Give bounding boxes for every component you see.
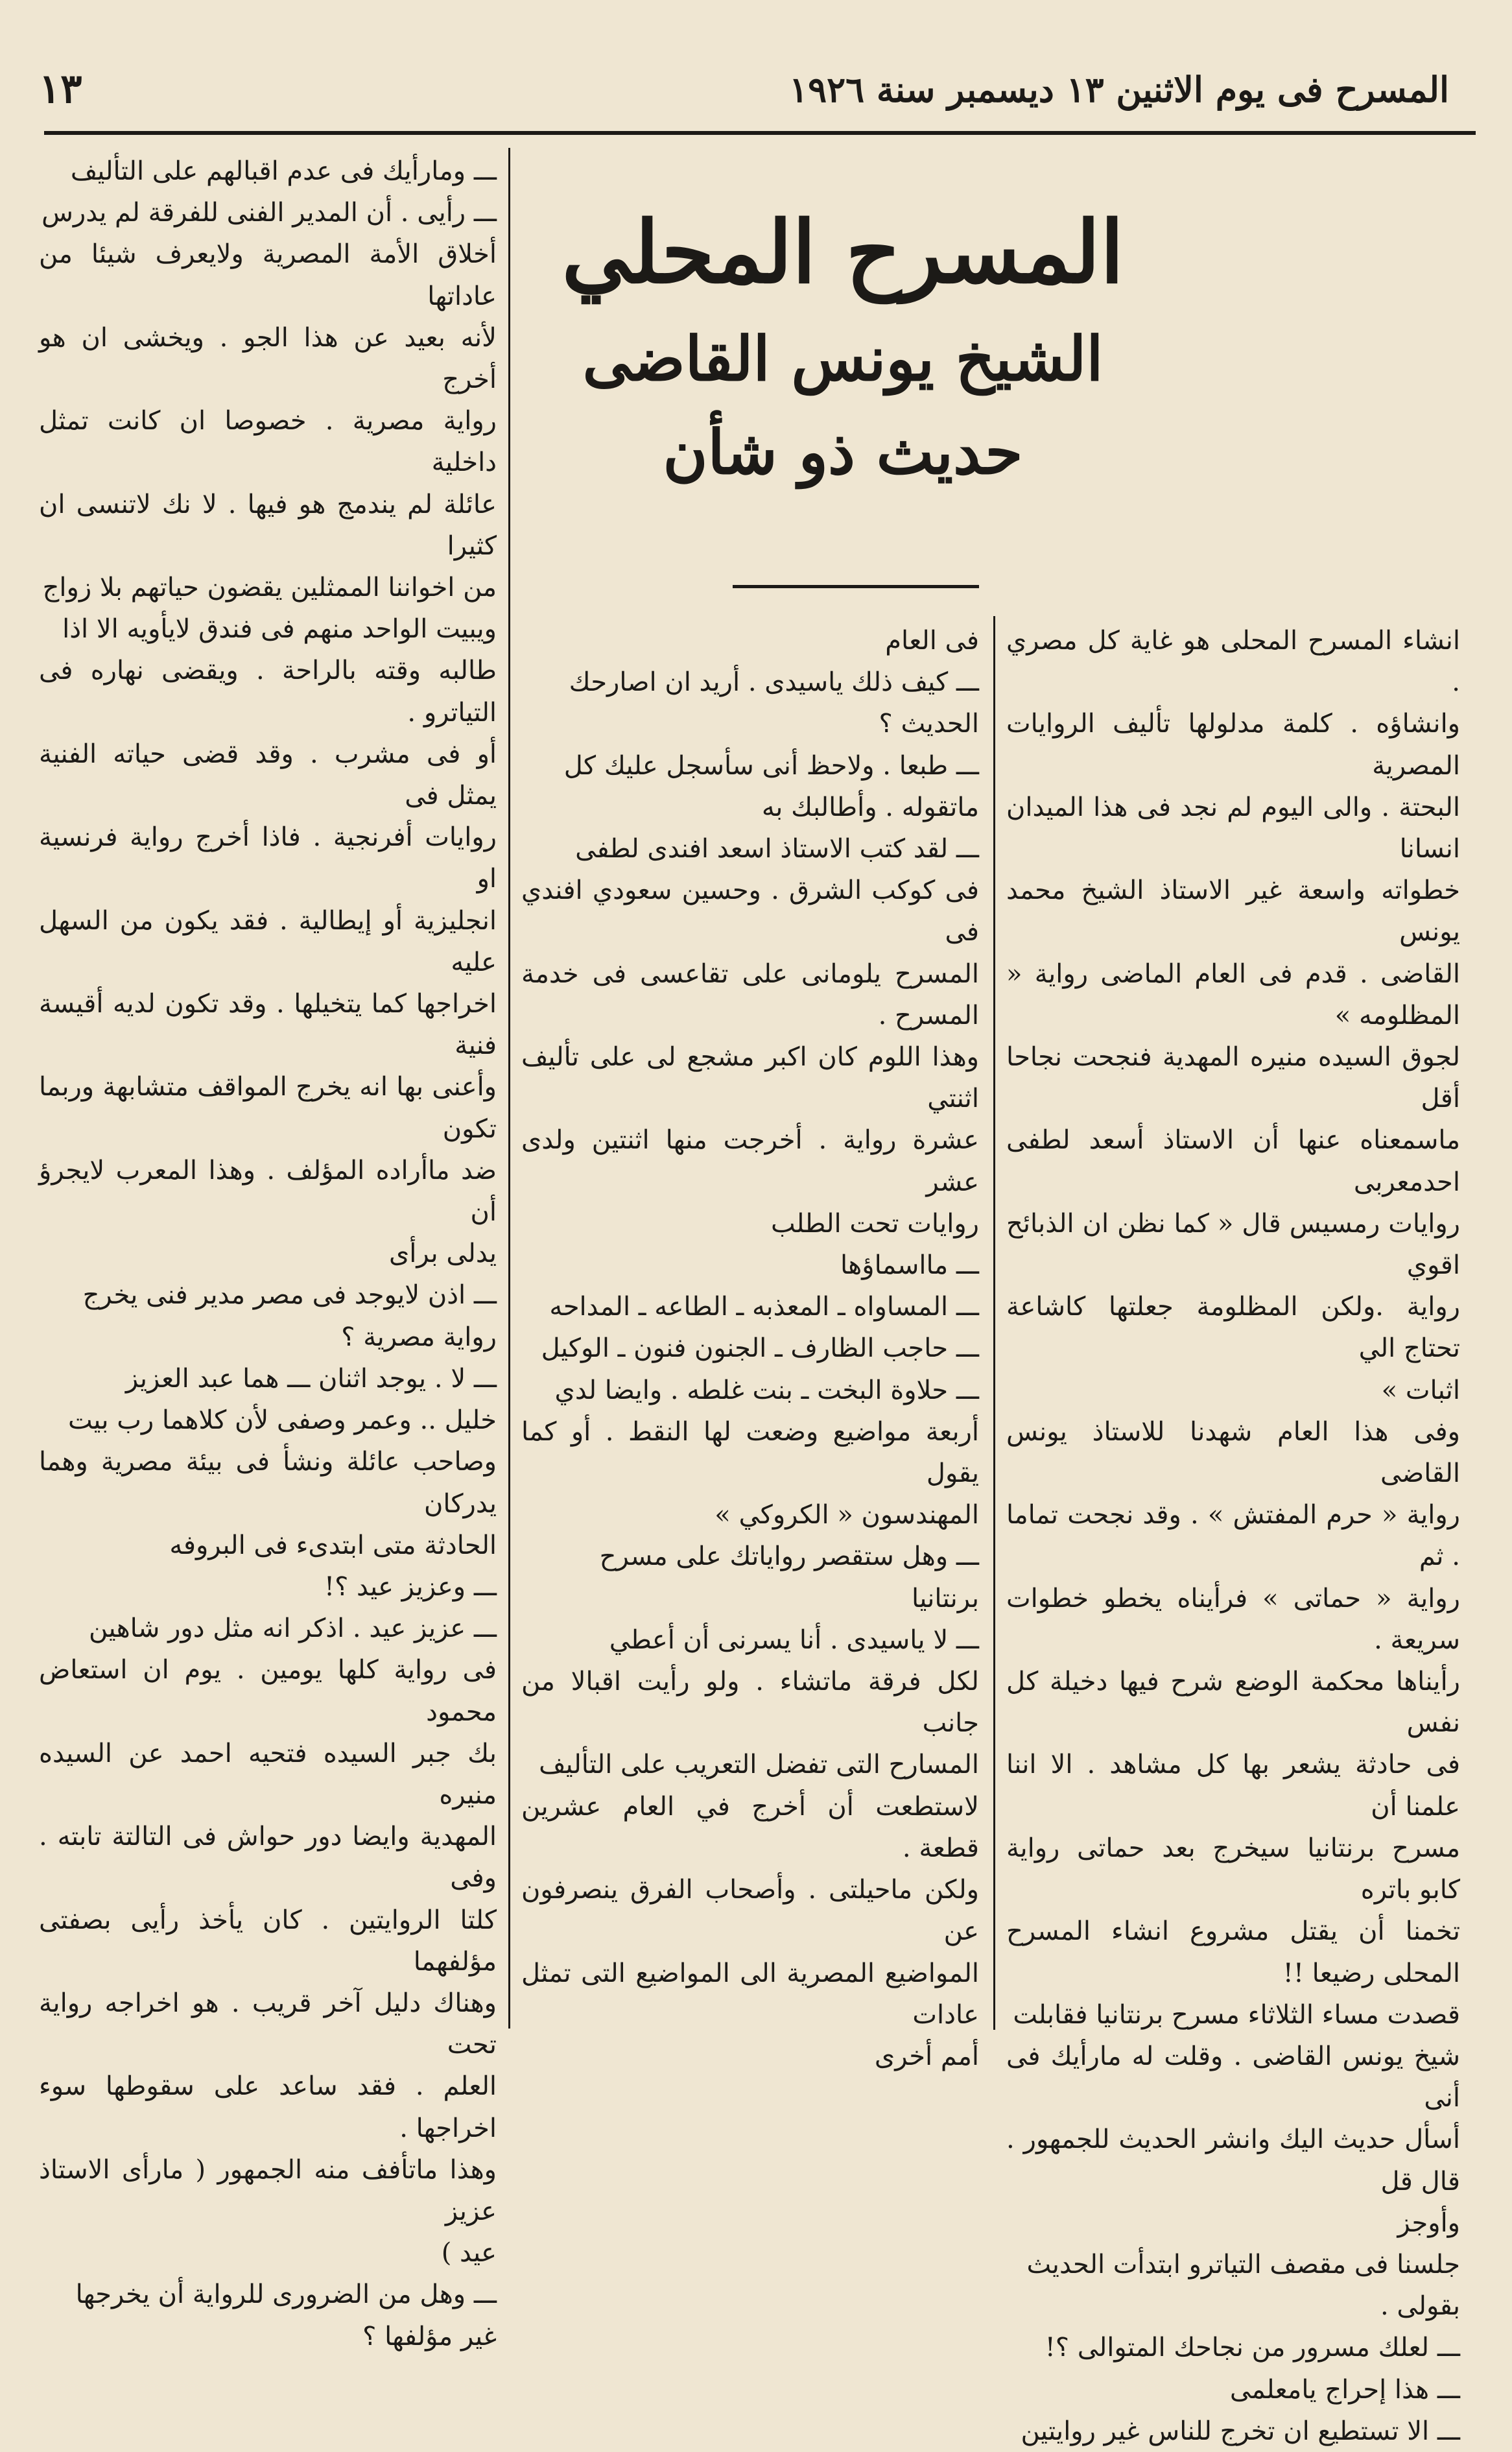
running-head <box>39 65 1475 130</box>
text-line: البحتة . والى اليوم لم نجد فى هذا الميدان انسانا <box>1006 792 1460 864</box>
text-line: ـــ اذن لايوجد فى مصر مدير فنى يخرج <box>82 1280 497 1311</box>
text-line: ـــ حلاوة البخت ـ بنت غلطه . وايضا لدي <box>554 1375 979 1405</box>
text-line: العلم . فقد ساعد على سقوطها سوء اخراجها . <box>39 2071 497 2143</box>
text-line: خطواته واسعة غير الاستاذ الشيخ محمد يونس <box>1006 875 1460 947</box>
text-line: ـــ حاجب الظارف ـ الجنون فنون ـ الوكيل <box>541 1333 979 1364</box>
text-line: ـــ الا تستطيع ان تخرج للناس غير روايتين <box>1021 2416 1460 2446</box>
text-line: يدلى برأى <box>389 1239 497 1269</box>
text-line: وأعنى بها انه يخرج المواقف متشابهة وربما تكون <box>39 1072 497 1144</box>
masthead-title: المسرح المحلي <box>561 202 1124 303</box>
column-continued <box>39 150 497 2357</box>
text-line: أو فى مشرب . وقد قضى حياته الفنية يمثل فى <box>39 739 497 811</box>
text-line: ـــ رأيى . أن المدير الفنى للفرقة لم يدرس <box>41 198 497 228</box>
text-line: ـــ لعلك مسرور من نجاحك المتوالى ؟! <box>1045 2333 1460 2363</box>
column-divider-right <box>993 616 995 2030</box>
column-divider-left <box>508 148 510 2029</box>
text-line: انجليزية أو إيطالية . فقد يكون من السهل عليه <box>39 905 497 977</box>
column-intro <box>1006 620 1460 2452</box>
text-line: غير مؤلفها ؟ <box>362 2321 497 2351</box>
text-line: رواية « حماتى » فرأيناه يخطو خطوات سريعة . <box>1006 1583 1460 1655</box>
text-line: رأيناها محكمة الوضع شرح فيها دخيلة كل نفس <box>1006 1667 1460 1739</box>
text-line: اثبات » <box>1381 1375 1460 1405</box>
text-line: أخلاق الأمة المصرية ولايعرف شيئا من عاداتها <box>39 239 497 311</box>
text-line: عشرة رواية . أخرجت منها اثنتين ولدى عشر <box>521 1125 979 1197</box>
text-line: عيد ) <box>441 2238 497 2268</box>
text-line: لكل فرقة ماتشاء . ولو رأيت اقبالا من جانب <box>521 1667 979 1739</box>
page-number: ١٣ <box>39 65 82 112</box>
text-line: وهذا اللوم كان اكبر مشجع لى على تأليف اثنتي <box>521 1042 979 1114</box>
text-line: ـــ عزيز عيد . اذكر انه مثل دور شاهين <box>89 1613 497 1644</box>
article-heading <box>519 195 1167 498</box>
text-line: المواضيع المصرية الى المواضيع التى تمثل عادات <box>521 1958 979 2030</box>
text-line: ـــ ومارأيك فى عدم اقبالهم على التأليف <box>70 156 497 186</box>
text-line: ـــ كيف ذلك ياسيدى . أريد ان اصارحك <box>569 667 979 698</box>
text-line: وانشاؤه . كلمة مدلولها تأليف الروايات المصرية <box>1006 709 1460 781</box>
text-line: ـــ المساواه ـ المعذبه ـ الطاعه ـ المداحه <box>549 1292 979 1322</box>
top-rule <box>44 131 1476 135</box>
text-line: عائلة لم يندمج هو فيها . لا نك لاتنسى ان كثيرا <box>39 489 497 561</box>
text-line: رواية « حرم المفتش » . وقد نجحت تماما . ثم <box>1006 1500 1460 1572</box>
text-line: ـــ وعزيز عيد ؟! <box>324 1571 497 1602</box>
running-title: المسرح فى يوم الاثنين ١٣ ديسمبر سنة ١٩٢٦ <box>789 69 1449 110</box>
text-line: فى العام <box>885 626 979 656</box>
text-line: خليل .. وعمر وصفى لأن كلاهما رب بيت <box>68 1405 497 1436</box>
text-line: لاستطعت أن أخرج في العام عشرين قطعة . <box>521 1791 979 1863</box>
text-line: المهندسون « الكروكي » <box>715 1500 979 1530</box>
headline: الشيخ يونس القاضى <box>582 324 1104 395</box>
text-line: ـــ مااسماؤها <box>840 1250 979 1281</box>
text-line: قصدت مساء الثلاثاء مسرح برنتانيا فقابلت <box>1013 1999 1460 2030</box>
text-line: رواية مصرية . خصوصا ان كانت تمثل داخلية <box>39 406 497 478</box>
text-line: اخراجها كما يتخيلها . وقد تكون لديه أقيسة فنية <box>39 989 497 1061</box>
text-line: وهذا ماتأفف منه الجمهور ( مارأى الاستاذ عزيز <box>39 2154 497 2226</box>
text-line: ماتقوله . وأطالبك به <box>761 792 979 822</box>
text-line: المهدية وايضا دور حواش فى التالتة تابته . وفى <box>39 1822 497 1894</box>
text-line: من اخواننا الممثلين يقضون حياتهم بلا زواج <box>42 573 497 603</box>
text-line: كلتا الروايتين . كان يأخذ رأيى بصفتى مؤلفهما <box>39 1905 497 1977</box>
text-line: ماسمعناه عنها أن الاستاذ أسعد لطفى احدمعربى <box>1006 1125 1460 1197</box>
text-line: بك جبر السيده فتحيه احمد عن السيده منيره <box>39 1738 497 1810</box>
text-line: الحادثة متى ابتدىء فى البروفه <box>169 1530 497 1560</box>
text-line: روايات رمسيس قال « كما نظن ان الذبائح اقوي <box>1006 1208 1460 1281</box>
text-line: برنتانيا <box>912 1583 979 1613</box>
text-line: وفى هذا العام شهدنا للاستاذ يونس القاضى <box>1006 1416 1460 1489</box>
text-line: ـــ لا . يوجد اثنان ـــ هما عبد العزيز <box>125 1363 497 1394</box>
text-line: رواية .ولكن المظلومة جعلتها كاشاعة تحتاج الي <box>1006 1292 1460 1364</box>
text-line: جلسنا فى مقصف التياترو ابتدأت الحديث <box>1026 2249 1460 2279</box>
title-rule <box>733 585 979 588</box>
text-line: أسأل حديث اليك وانشر الحديث للجمهور . قال قل <box>1006 2125 1460 2196</box>
column-interview <box>521 620 979 2077</box>
text-line: فى كوكب الشرق . وحسين سعودي افندي فى <box>521 875 979 947</box>
text-line: روايات أفرنجية . فاذا أخرج رواية فرنسية او <box>39 822 497 894</box>
text-line: رواية مصرية ؟ <box>341 1322 497 1352</box>
text-line: ـــ لقد كتب الاستاذ اسعد افندى لطفى <box>575 834 979 864</box>
text-line: شيخ يونس القاضى . وقلت له مارأيك فى أنى <box>1006 2041 1460 2113</box>
text-line: ويبيت الواحد منهم فى فندق لايأويه الا اذا <box>62 614 497 645</box>
text-line: وهناك دليل آخر قريب . هو اخراجه رواية تحت <box>39 1988 497 2060</box>
text-line: مسرح برنتانيا سيخرج بعد حماتى رواية كابو باتره <box>1006 1833 1460 1905</box>
text-line: بقولى . <box>1380 2291 1460 2322</box>
subheadline: حديث ذو شأن <box>663 417 1023 488</box>
text-line: فى حادثة يشعر بها كل مشاهد . الا اننا علمنا أن <box>1006 1750 1460 1822</box>
text-line: الحديث ؟ <box>879 709 979 739</box>
text-line: روايات تحت الطلب <box>770 1208 979 1239</box>
text-line: ـــ لا ياسيدى . أنا يسرنى أن أعطي <box>609 1625 979 1655</box>
text-line: القاضى . قدم فى العام الماضى رواية « المظلومه » <box>1006 958 1460 1030</box>
text-line: ولكن ماحيلتى . وأصحاب الفرق ينصرفون عن <box>521 1875 979 1947</box>
text-line: ـــ طبعا . ولاحظ أنى سأسجل عليك كل <box>563 750 979 781</box>
text-line: وصاحب عائلة ونشأ فى بيئة مصرية وهما يدركان <box>39 1447 497 1519</box>
text-line: ـــ هذا إحراج يامعلمى <box>1229 2374 1460 2405</box>
text-line: أربعة مواضيع وضعت لها النقط . أو كما يقول <box>521 1416 979 1489</box>
text-line: المسارح التى تفضل التعريب على التأليف <box>539 1750 979 1780</box>
text-line: ـــ وهل ستقصر رواياتك على مسرح <box>599 1541 979 1572</box>
text-line: لجوق السيده منيره المهدية فنجحت نجاحا أقل <box>1006 1042 1460 1114</box>
text-line: طالبه وقته بالراحة . ويقضى نهاره فى التياترو . <box>39 656 497 728</box>
text-line: وأوجز <box>1397 2208 1460 2238</box>
text-line: لأنه بعيد عن هذا الجو . ويخشى ان هو أخرج <box>39 322 497 395</box>
text-line: ضد ماأراده المؤلف . وهذا المعرب لايجرؤ أن <box>39 1155 497 1228</box>
text-line: تخمنا أن يقتل مشروع انشاء المسرح المحلى رضيعا !! <box>1006 1916 1460 1988</box>
text-line: انشاء المسرح المحلى هو غاية كل مصري . <box>1006 626 1460 698</box>
text-line: أمم أخرى <box>874 2041 979 2071</box>
text-line: فى رواية كلها يومين . يوم ان استعاض محمود <box>39 1655 497 1727</box>
text-line: المسرح يلومانى على تقاعسى فى خدمة المسرح . <box>521 958 979 1030</box>
text-line: ـــ وهل من الضرورى للرواية أن يخرجها <box>75 2279 497 2310</box>
